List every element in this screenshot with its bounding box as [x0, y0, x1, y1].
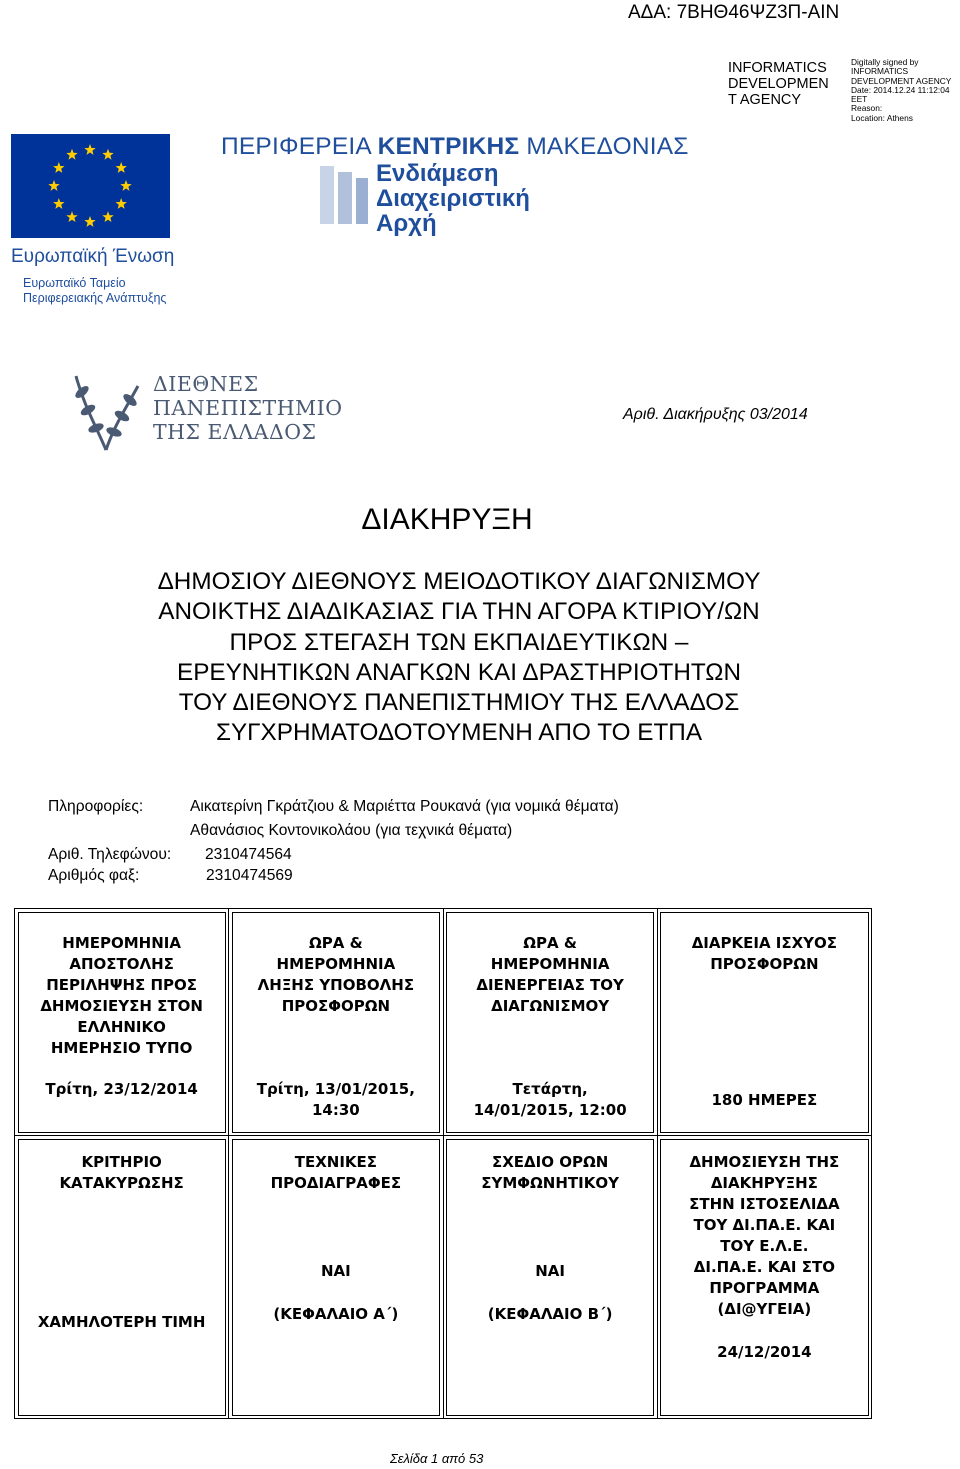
cell-value: (ΚΕΦΑΛΑΙΟ Β΄)	[487, 1305, 613, 1323]
cell-announcement-date	[15, 909, 229, 1136]
info-label: Πληροφορίες:	[48, 798, 144, 815]
signature-line: Digitally signed by	[851, 57, 919, 67]
header-line: ΣΥΜΦΩΝΗΤΙΚΟΥ	[481, 1174, 619, 1192]
cell-value: Τρίτη, 23/12/2014	[45, 1080, 198, 1098]
document-title: ΔΙΑΚΗΡΥΞΗ	[361, 503, 533, 536]
cell-technical-specs	[229, 1136, 443, 1419]
signer-name	[728, 60, 846, 108]
page-number: Σελίδα 1 από 53	[390, 1451, 484, 1466]
eu-stars-icon	[11, 134, 170, 238]
eu-star-icon	[66, 211, 77, 222]
authority-mark-icon	[314, 162, 372, 228]
header-line: ΗΜΕΡΗΣΙΟ ΤΥΠΟ	[50, 1039, 193, 1057]
subtitle-line: ΣΥΓΧΡΗΜΑΤΟΔΟΤΟΥΜΕΝΗ ΑΠΟ ΤΟ ΕΤΠΑ	[215, 719, 703, 747]
header-line: ΔΙΕΝΕΡΓΕΙΑΣ ΤΟΥ	[476, 976, 624, 994]
university-name	[153, 372, 343, 444]
region-logo-text	[221, 133, 689, 161]
signer-line: INFORMATICS	[728, 60, 827, 76]
header-line: ΣΤΗΝ ΙΣΤΟΣΕΛΙΔΑ	[689, 1195, 840, 1213]
header-line: ΤΟΥ ΔΙ.ΠΑ.Ε. ΚΑΙ	[693, 1216, 836, 1234]
header-line: ΗΜΕΡΟΜΗΝΙΑ	[62, 934, 181, 952]
eu-star-icon	[53, 198, 64, 209]
tender-dates-table	[14, 908, 872, 1419]
cell-publication	[657, 1136, 871, 1419]
cell-mid: ΝΑΙ	[535, 1262, 565, 1280]
eu-star-icon	[66, 149, 77, 160]
olive-branch-icon	[66, 366, 146, 456]
header-line: ΤΟΥ Ε.Λ.Ε.	[720, 1237, 809, 1255]
header-line: ΔΗΜΟΣΙΕΥΣΗ ΤΗΣ	[689, 1153, 840, 1171]
region-name: ΚΕΝΤΡΙΚΗΣ	[377, 133, 520, 160]
eu-star-icon	[84, 216, 95, 227]
cell-value: ΧΑΜΗΛΟΤΕΡΗ ΤΙΜΗ	[37, 1313, 206, 1331]
header-line: ΗΜΕΡΟΜΗΝΙΑ	[490, 955, 610, 973]
header-line: ΠΡΟΓΡΑΜΜΑ	[709, 1279, 820, 1297]
eu-star-icon	[102, 211, 113, 222]
cell-value: 24/12/2014	[717, 1343, 812, 1361]
info-legal: Αικατερίνη Γκράτζιου & Μαριέττα Ρουκανά (για νομικά θέματα)	[190, 798, 619, 815]
phone-label: Αριθ. Τηλεφώνου:	[48, 846, 172, 863]
signature-line: Date: 2014.12.24 11:12:04	[851, 84, 950, 95]
eu-star-icon	[102, 149, 113, 160]
cell-award-criterion	[15, 1136, 229, 1419]
cell-offer-validity	[657, 909, 871, 1136]
eu-star-icon	[84, 144, 95, 155]
eu-star-icon	[120, 180, 131, 191]
eu-fund-line: Ευρωπαϊκό Ταμείο	[23, 276, 126, 290]
signer-line: T AGENCY	[728, 92, 802, 108]
fax-number: 2310474569	[206, 867, 293, 884]
header-line: ΔΙΑΡΚΕΙΑ ΙΣΧΥΟΣ	[691, 934, 838, 952]
cell-value: 14/01/2015, 12:00	[473, 1101, 627, 1119]
header-line: ΔΙΑΚΗΡΥΞΗΣ	[710, 1174, 818, 1192]
cell-value: Τετάρτη,	[512, 1080, 588, 1098]
header-line: ΠΡΟΣΦΟΡΩΝ	[710, 955, 819, 973]
header-line: ΛΗΞΗΣ ΥΠΟΒΟΛΗΣ	[257, 976, 415, 994]
subtitle-line: ΤΟΥ ΔΙΕΘΝΟΥΣ ΠΑΝΕΠΙΣΤΗΜΙΟΥ ΤΗΣ ΕΛΛΑΔΟΣ	[178, 689, 740, 717]
university-line: ΤΗΣ ΕΛΛΑΔΟΣ	[153, 420, 317, 444]
phone-number: 2310474564	[205, 846, 292, 863]
region-prefix: ΠΕΡΙΦΕΡΕΙΑ	[221, 133, 371, 160]
university-line: ΠΑΝΕΠΙΣΤΗΜΙΟ	[153, 396, 343, 420]
tender-reference: Αριθ. Διακήρυξης 03/2014	[623, 406, 808, 423]
subtitle-line: ΠΡΟΣ ΣΤΕΓΑΣΗ ΤΩΝ ΕΚΠΑΙΔΕΥΤΙΚΩΝ –	[229, 628, 689, 656]
header-line: ΤΕΧΝΙΚΕΣ	[294, 1153, 378, 1171]
eu-fund-line: Περιφερειακής Ανάπτυξης	[23, 291, 167, 305]
cell-mid: ΝΑΙ	[321, 1262, 351, 1280]
table-row	[15, 1136, 872, 1419]
document-subtitle	[0, 567, 918, 749]
signature-line: Location: Athens	[851, 112, 913, 123]
authority-line: Ενδιάμεση	[376, 160, 499, 187]
header-line: ΣΧΕΔΙΟ ΟΡΩΝ	[491, 1153, 609, 1171]
authority-line: Διαχειριστική	[376, 185, 530, 212]
header-line: ΚΑΤΑΚΥΡΩΣΗΣ	[59, 1174, 184, 1192]
digital-signature	[851, 58, 959, 123]
header-line: ΩΡΑ &	[523, 934, 577, 952]
signature-line: DEVELOPMENT AGENCY	[851, 75, 952, 86]
header-line: ΕΛΛΗΝΙΚΟ	[77, 1018, 166, 1036]
cell-opening-date	[443, 909, 657, 1136]
signer-line: DEVELOPMEN	[728, 76, 829, 92]
cell-value: (ΚΕΦΑΛΑΙΟ Α΄)	[273, 1305, 399, 1323]
subtitle-line: ΑΝΟΙΚΤΗΣ ΔΙΑΔΙΚΑΣΙΑΣ ΓΙΑ ΤΗΝ ΑΓΟΡΑ ΚΤΙΡΙΟΥ/ΩΝ	[158, 598, 760, 626]
university-line: ΔΙΕΘΝΕΣ	[153, 372, 259, 396]
eu-star-icon	[116, 198, 127, 209]
eu-name: Ευρωπαϊκή Ένωση	[11, 246, 175, 267]
header-line: ΔΙΑΓΩΝΙΣΜΟΥ	[491, 997, 610, 1015]
header-line: (ΔΙ@ΥΓΕΙΑ)	[717, 1300, 812, 1318]
header-line: ΠΕΡΙΛΗΨΗΣ ΠΡΟΣ	[46, 976, 198, 994]
cell-contract-draft	[443, 1136, 657, 1419]
header-line: ΩΡΑ &	[309, 934, 363, 952]
header-line: ΠΡΟΣΦΟΡΩΝ	[281, 997, 391, 1015]
eu-star-icon	[48, 180, 59, 191]
header-line: ΗΜΕΡΟΜΗΝΙΑ	[276, 955, 396, 973]
table-row	[15, 909, 872, 1136]
signature-line: Reason:	[851, 103, 883, 114]
eu-fund	[23, 276, 166, 306]
header-line: ΠΡΟΔΙΑΓΡΑΦΕΣ	[270, 1174, 402, 1192]
eu-star-icon	[116, 162, 127, 173]
cell-value: Τρίτη, 13/01/2015,	[256, 1080, 415, 1098]
eu-flag-logo	[11, 134, 170, 238]
header-line: ΔΙ.ΠΑ.Ε. ΚΑΙ ΣΤΟ	[693, 1258, 835, 1276]
subtitle-line: ΔΗΜΟΣΙΟΥ ΔΙΕΘΝΟΥΣ ΜΕΙΟΔΟΤΙΚΟΥ ΔΙΑΓΩΝΙΣΜΟΥ	[157, 568, 761, 595]
authority-name	[376, 161, 530, 236]
info-technical: Αθανάσιος Κοντονικολάου (για τεχνικά θέματα)	[190, 822, 513, 839]
header-line: ΔΗΜΟΣΙΕΥΣΗ ΣΤΟΝ	[40, 997, 203, 1015]
cell-value: 180 ΗΜΕΡΕΣ	[711, 1091, 818, 1109]
authority-line: Αρχή	[376, 210, 437, 237]
signature-line: INFORMATICS	[851, 66, 909, 77]
fax-label: Αριθμός φαξ:	[48, 867, 140, 884]
header-line: ΑΠΟΣΤΟΛΗΣ	[69, 955, 174, 973]
cell-value: 14:30	[312, 1101, 360, 1119]
eu-star-icon	[53, 162, 64, 173]
region-suffix: ΜΑΚΕΔΟΝΙΑΣ	[526, 133, 689, 160]
signature-line: EET	[851, 94, 868, 105]
header-line: ΚΡΙΤΗΡΙΟ	[81, 1153, 162, 1171]
cell-submission-deadline	[229, 909, 443, 1136]
subtitle-line: ΕΡΕΥΝΗΤΙΚΩΝ ΑΝΑΓΚΩΝ ΚΑΙ ΔΡΑΣΤΗΡΙΟΤΗΤΩΝ	[176, 658, 741, 686]
ada-code: ΑΔΑ: 7ΒΗΘ46ΨΖ3Π-ΑΙΝ	[628, 2, 840, 23]
